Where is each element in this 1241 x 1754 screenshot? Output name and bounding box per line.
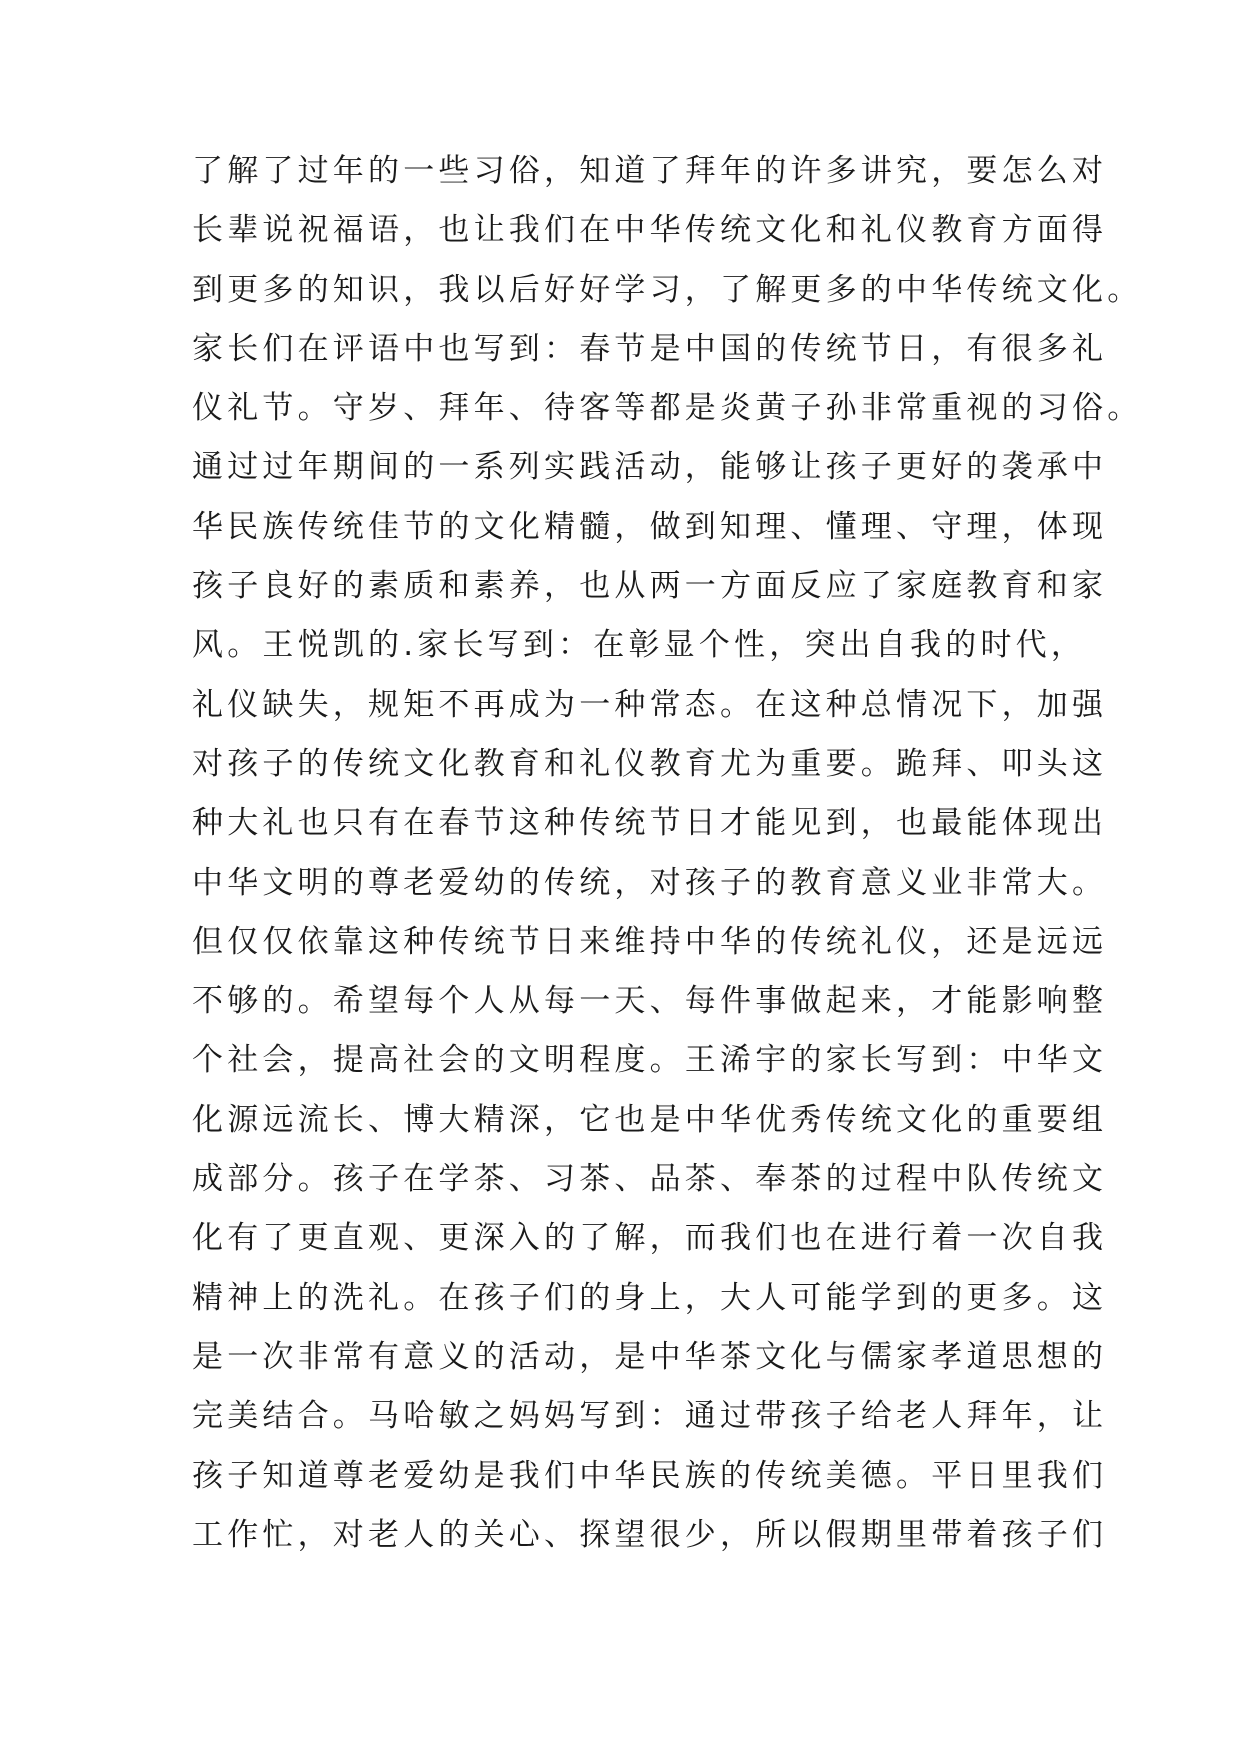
text-line: 家长们在评语中也写到：春节是中国的传统节日，有很多礼 [192, 330, 1108, 367]
text-line: 不够的。希望每个人从每一天、每件事做起来，才能影响整 [192, 983, 1108, 1020]
text-line: 是一次非常有意义的活动，是中华茶文化与儒家孝道思想的 [192, 1338, 1108, 1375]
text-line: 精神上的洗礼。在孩子们的身上，大人可能学到的更多。这 [192, 1279, 1108, 1316]
body-text [192, 142, 1143, 1565]
text-line: 对孩子的传统文化教育和礼仪教育尤为重要。跪拜、叩头这 [192, 745, 1108, 782]
text-line: 了解了过年的一些习俗，知道了拜年的许多讲究，要怎么对 [192, 153, 1108, 189]
text-line: 但仅仅依靠这种传统节日来维持中华的传统礼仪，还是远远 [192, 923, 1108, 960]
text-line: 种大礼也只有在春节这种传统节日才能见到，也最能体现出 [192, 805, 1108, 842]
text-line: 仪礼节。守岁、拜年、待客等都是炎黄子孙非常重视的习俗。 [192, 390, 1143, 427]
text-line: 完美结合。马哈敏之妈妈写到：通过带孩子给老人拜年，让 [192, 1398, 1108, 1435]
text-line: 华民族传统佳节的文化精髓，做到知理、懂理、守理，体现 [192, 508, 1108, 545]
text-line: 化源远流长、博大精深，它也是中华优秀传统文化的重要组 [192, 1101, 1108, 1138]
text-line: 孩子良好的素质和素养，也从两一方面反应了家庭教育和家 [192, 568, 1108, 605]
text-line: 长辈说祝福语，也让我们在中华传统文化和礼仪教育方面得 [192, 212, 1108, 249]
text-line: 个社会，提高社会的文明程度。王浠宇的家长写到：中华文 [192, 1042, 1108, 1079]
text-line: 成部分。孩子在学茶、习茶、品茶、奉茶的过程中队传统文 [192, 1161, 1108, 1198]
text-line: 中华文明的尊老爱幼的传统，对孩子的教育意义业非常大。 [192, 864, 1108, 901]
text-line: 工作忙，对老人的关心、探望很少，所以假期里带着孩子们 [192, 1516, 1108, 1553]
text-line: 风。王悦凯的.家长写到：在彰显个性，突出自我的时代， [192, 627, 1087, 664]
text-line: 礼仪缺失，规矩不再成为一种常态。在这种总情况下，加强 [192, 686, 1108, 723]
text-line: 孩子知道尊老爱幼是我们中华民族的传统美德。平日里我们 [192, 1457, 1108, 1494]
text-line: 化有了更直观、更深入的了解，而我们也在进行着一次自我 [192, 1220, 1108, 1257]
text-line: 到更多的知识，我以后好好学习，了解更多的中华传统文化。 [192, 271, 1143, 308]
text-line: 通过过年期间的一系列实践活动，能够让孩子更好的袭承中 [192, 449, 1108, 486]
